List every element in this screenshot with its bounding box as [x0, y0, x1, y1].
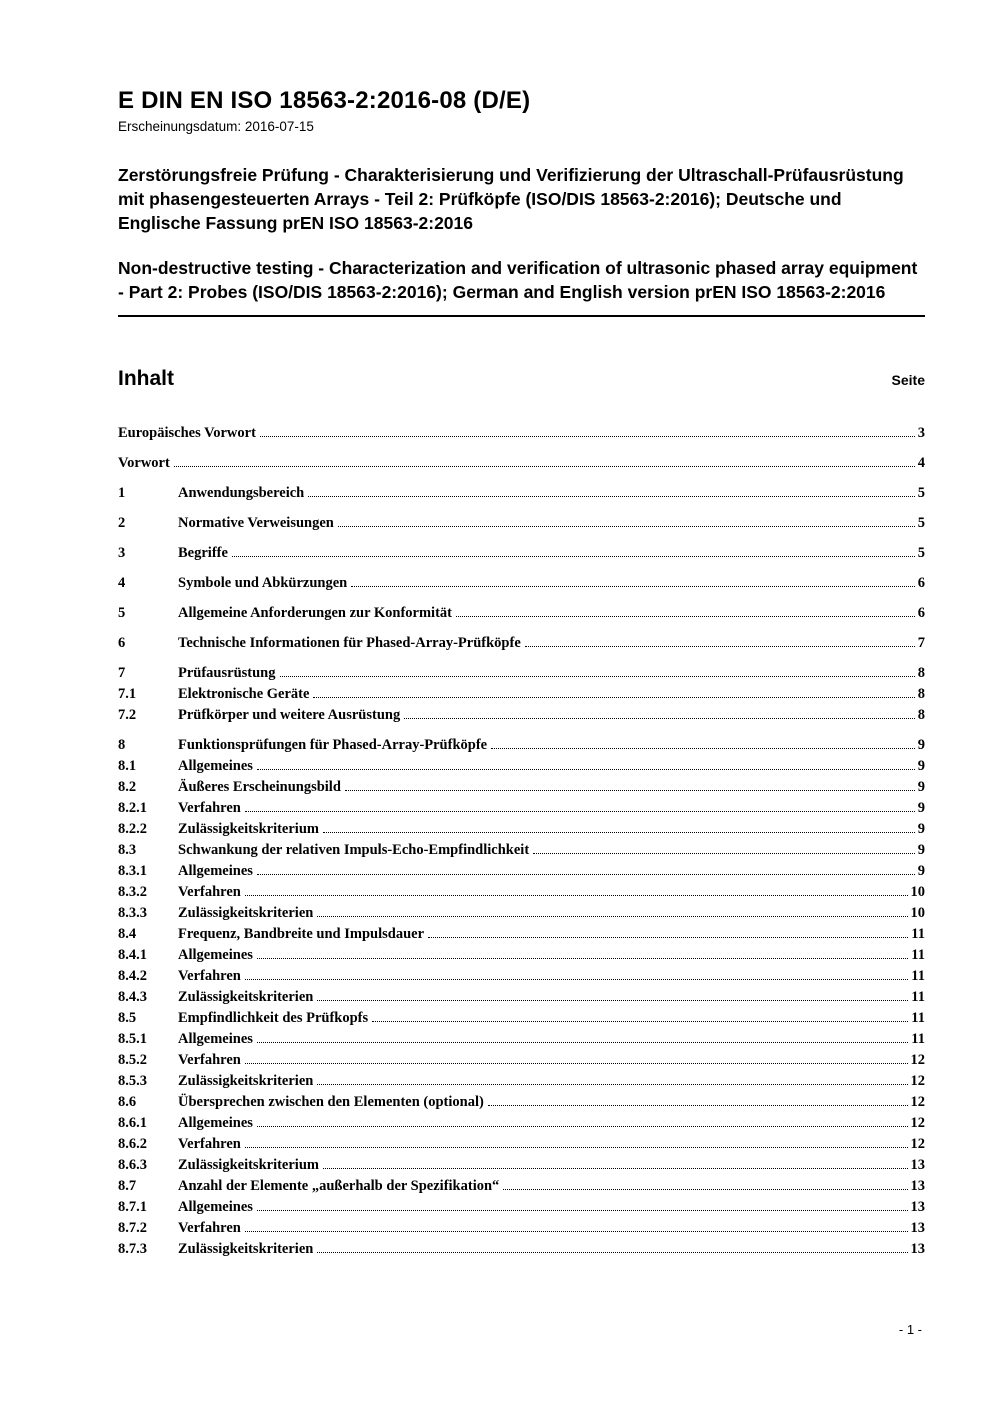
toc-dotted-leader: [280, 676, 915, 677]
toc-entry-number: 8.6: [118, 1093, 137, 1110]
toc-entry-page: 13: [910, 1219, 925, 1236]
toc-entry: [118, 1176, 925, 1197]
toc-entry-label: Zulässigkeitskriterien: [178, 988, 314, 1005]
toc-entry-label: Funktionsprüfungen für Phased-Array-Prüfköpfe: [178, 736, 488, 753]
toc-page-column-label: Seite: [891, 371, 925, 388]
toc-entry: [118, 1050, 925, 1071]
toc-entry: [118, 453, 925, 474]
publish-date: Erscheinungsdatum: 2016-07-15: [118, 119, 314, 135]
toc-entry: [118, 966, 925, 987]
toc-entry-label: Europäisches Vorwort: [118, 424, 256, 441]
toc-entry-page: 11: [911, 967, 925, 984]
toc-entry-page: 10: [910, 883, 925, 900]
toc-entry-page: 8: [917, 685, 925, 702]
toc-entry-number: 8.4: [118, 925, 137, 942]
toc-entry: [118, 861, 925, 882]
toc-entry-label: Allgemeines: [178, 1198, 253, 1215]
toc-entry: [118, 756, 925, 777]
toc-entry-number: 8.2: [118, 778, 137, 795]
toc-entry-number: 8.4.1: [118, 946, 147, 963]
toc-entry-page: 9: [917, 841, 925, 858]
toc-entry-label: Zulässigkeitskriterium: [178, 820, 319, 837]
toc-entry-number: 4: [118, 574, 126, 591]
toc-dotted-leader: [428, 937, 908, 938]
toc-entry-number: 8.6.1: [118, 1114, 147, 1131]
toc-dotted-leader: [317, 916, 907, 917]
toc-entry-label: Verfahren: [178, 967, 241, 984]
toc-entry: [118, 705, 925, 726]
toc-entry: [118, 684, 925, 705]
toc-dotted-leader: [456, 616, 915, 617]
toc-entry-number: 8.4.3: [118, 988, 147, 1005]
toc-entry-label: Allgemeines: [178, 757, 253, 774]
toc-dotted-leader: [260, 436, 915, 437]
toc-dotted-leader: [245, 1231, 908, 1232]
toc-entry-page: 9: [917, 778, 925, 795]
toc-entry-number: 1: [118, 484, 126, 501]
toc-entry-label: Anzahl der Elemente „außerhalb der Spezifikation“: [178, 1177, 500, 1194]
toc-entry-label: Prüfkörper und weitere Ausrüstung: [178, 706, 401, 723]
toc-entry: [118, 573, 925, 594]
toc-entry-number: 2: [118, 514, 126, 531]
toc-entry-label: Zulässigkeitskriterien: [178, 1240, 314, 1257]
toc-dotted-leader: [404, 718, 915, 719]
toc-entry-page: 11: [911, 925, 925, 942]
toc-dotted-leader: [491, 748, 915, 749]
toc-entry-label: Verfahren: [178, 1219, 241, 1236]
toc-entry-page: 13: [910, 1156, 925, 1173]
toc-entry: [118, 1008, 925, 1029]
toc-entry-number: 8.7.1: [118, 1198, 147, 1215]
toc-entry: [118, 603, 925, 624]
toc-entry-page: 12: [910, 1072, 925, 1089]
toc-entry: [118, 663, 925, 684]
toc-dotted-leader: [488, 1105, 908, 1106]
toc-entry-page: 9: [917, 736, 925, 753]
toc-entry: [118, 840, 925, 861]
toc-entry-number: 8.1: [118, 757, 137, 774]
toc-dotted-leader: [245, 895, 908, 896]
toc-entry: [118, 945, 925, 966]
toc-entry-label: Frequenz, Bandbreite und Impulsdauer: [178, 925, 425, 942]
toc-entry-page: 12: [910, 1093, 925, 1110]
toc-entry: [118, 1218, 925, 1239]
document-subtitle-english: Non-destructive testing - Characterization and verification of ultrasonic phased array equipment - Part 2: Probes (ISO/DIS 18563-2:2016); German and English version prEN ISO 18563-2:2016: [118, 257, 925, 316]
toc-dotted-leader: [257, 769, 915, 770]
document-title: E DIN EN ISO 18563-2:2016-08 (D/E): [118, 87, 531, 114]
toc-dotted-leader: [257, 1126, 908, 1127]
toc-entry: [118, 987, 925, 1008]
toc-dotted-leader: [257, 958, 908, 959]
toc-entry-number: 8.5: [118, 1009, 137, 1026]
toc-entry-number: 8.2.1: [118, 799, 147, 816]
toc-entry-label: Zulässigkeitskriterium: [178, 1156, 319, 1173]
toc-entry: [118, 1155, 925, 1176]
toc-entry-label: Allgemeines: [178, 1030, 253, 1047]
toc-entry-label: Schwankung der relativen Impuls-Echo-Empfindlichkeit: [178, 841, 530, 858]
toc-entry: [118, 483, 925, 504]
toc-entry-page: 4: [917, 454, 925, 471]
toc-entry-label: Empfindlichkeit des Prüfkopfs: [178, 1009, 369, 1026]
toc-dotted-leader: [245, 1147, 908, 1148]
toc-entry-label: Allgemeines: [178, 946, 253, 963]
toc-entry-page: 12: [910, 1114, 925, 1131]
toc-entry-label: Zulässigkeitskriterien: [178, 1072, 314, 1089]
toc-dotted-leader: [503, 1189, 907, 1190]
toc-entry-label: Symbole und Abkürzungen: [178, 574, 348, 591]
toc-entry-page: 12: [910, 1135, 925, 1152]
toc-entry-label: Anwendungsbereich: [178, 484, 305, 501]
toc-entry-number: 8.6.2: [118, 1135, 147, 1152]
toc-entry-label: Verfahren: [178, 883, 241, 900]
toc-dotted-leader: [345, 790, 915, 791]
toc-entry: [118, 1029, 925, 1050]
toc-entry-page: 10: [910, 904, 925, 921]
toc-list: [118, 423, 925, 1260]
toc-entry: [118, 1113, 925, 1134]
toc-entry: [118, 819, 925, 840]
toc-entry-label: Normative Verweisungen: [178, 514, 334, 531]
toc-entry: [118, 924, 925, 945]
toc-entry-page: 9: [917, 799, 925, 816]
toc-entry: [118, 513, 925, 534]
toc-entry: [118, 423, 925, 444]
toc-dotted-leader: [313, 697, 914, 698]
toc-dotted-leader: [257, 874, 915, 875]
toc-entry-number: 8.7: [118, 1177, 137, 1194]
toc-entry-number: 7.1: [118, 685, 137, 702]
toc-entry-label: Elektronische Geräte: [178, 685, 310, 702]
toc-dotted-leader: [257, 1210, 908, 1211]
toc-entry-number: 3: [118, 544, 126, 561]
toc-dotted-leader: [351, 586, 915, 587]
toc-entry-page: 9: [917, 862, 925, 879]
toc-dotted-leader: [317, 1252, 907, 1253]
toc-dotted-leader: [245, 811, 915, 812]
toc-entry-number: 8.5.2: [118, 1051, 147, 1068]
toc-entry-number: 8.3.3: [118, 904, 147, 921]
toc-entry-label: Zulässigkeitskriterien: [178, 904, 314, 921]
toc-entry-label: Allgemeines: [178, 1114, 253, 1131]
toc-entry-number: 8.7.2: [118, 1219, 147, 1236]
toc-entry-page: 11: [911, 1009, 925, 1026]
toc-entry: [118, 735, 925, 756]
toc-entry-number: 8.5.3: [118, 1072, 147, 1089]
toc-entry-page: 8: [917, 706, 925, 723]
toc-entry-page: 12: [910, 1051, 925, 1068]
toc-entry-number: 7.2: [118, 706, 137, 723]
footer-page-number: - 1 -: [898, 1322, 922, 1337]
toc-entry-number: 8.3: [118, 841, 137, 858]
toc-entry: [118, 1197, 925, 1218]
toc-dotted-leader: [308, 496, 915, 497]
toc-entry-label: Verfahren: [178, 799, 241, 816]
toc-dotted-leader: [533, 853, 915, 854]
toc-entry-page: 9: [917, 757, 925, 774]
toc-entry: [118, 543, 925, 564]
toc-entry-number: 8.3.2: [118, 883, 147, 900]
document-subtitle-german: Zerstörungsfreie Prüfung - Charakterisierung und Verifizierung der Ultraschall-Prüfausrüstung mit phasengesteuerten Arrays - Teil 2: Prüfköpfe (ISO/DIS 18563-2:2016); Deutsche und Englische Fassung prEN ISO 18563-2:2016: [118, 165, 904, 233]
toc-entry: [118, 777, 925, 798]
toc-dotted-leader: [232, 556, 915, 557]
toc-entry-number: 8.4.2: [118, 967, 147, 984]
toc-entry-page: 13: [910, 1177, 925, 1194]
toc-entry-number: 7: [118, 664, 126, 681]
toc-entry: [118, 1071, 925, 1092]
toc-entry-label: Vorwort: [118, 454, 170, 471]
toc-entry-number: 8.2.2: [118, 820, 147, 837]
toc-dotted-leader: [245, 1063, 908, 1064]
toc-entry-page: 8: [917, 664, 925, 681]
toc-dotted-leader: [323, 1168, 908, 1169]
toc-entry-label: Äußeres Erscheinungsbild: [178, 778, 341, 795]
toc-entry-page: 13: [910, 1198, 925, 1215]
toc-dotted-leader: [257, 1042, 908, 1043]
toc-entry-page: 11: [911, 1030, 925, 1047]
toc-entry-number: 8: [118, 736, 126, 753]
toc-entry-label: Begriffe: [178, 544, 228, 561]
toc-heading: Inhalt: [118, 366, 174, 390]
toc-entry-page: 5: [917, 544, 925, 561]
toc-entry-page: 3: [917, 424, 925, 441]
toc-entry-page: 11: [911, 946, 925, 963]
toc-entry-number: 8.6.3: [118, 1156, 147, 1173]
toc-entry-label: Verfahren: [178, 1135, 241, 1152]
toc-entry-number: 5: [118, 604, 126, 621]
toc-entry-label: Übersprechen zwischen den Elementen (optional): [178, 1093, 484, 1110]
toc-entry-page: 13: [910, 1240, 925, 1257]
toc-entry-label: Allgemeine Anforderungen zur Konformität: [178, 604, 452, 621]
toc-entry-label: Prüfausrüstung: [178, 664, 276, 681]
toc-entry: [118, 1239, 925, 1260]
toc-entry-number: 8.3.1: [118, 862, 147, 879]
toc-entry-page: 6: [917, 574, 925, 591]
toc-dotted-leader: [245, 979, 908, 980]
toc-entry: [118, 1092, 925, 1113]
toc-header: [118, 367, 925, 391]
toc-entry-page: 5: [917, 514, 925, 531]
toc-dotted-leader: [323, 832, 915, 833]
toc-dotted-leader: [317, 1084, 907, 1085]
toc-entry-page: 6: [917, 604, 925, 621]
toc-dotted-leader: [317, 1000, 908, 1001]
toc-entry-page: 9: [917, 820, 925, 837]
toc-entry: [118, 798, 925, 819]
toc-dotted-leader: [525, 646, 915, 647]
toc-entry-page: 5: [917, 484, 925, 501]
toc-entry-number: 6: [118, 634, 126, 651]
toc-entry: [118, 1134, 925, 1155]
toc-dotted-leader: [174, 466, 915, 467]
toc-entry-number: 8.5.1: [118, 1030, 147, 1047]
toc-entry-page: 7: [917, 634, 925, 651]
toc-entry-label: Allgemeines: [178, 862, 253, 879]
toc-entry-number: 8.7.3: [118, 1240, 147, 1257]
toc-dotted-leader: [338, 526, 915, 527]
toc-entry: [118, 882, 925, 903]
toc-entry-label: Verfahren: [178, 1051, 241, 1068]
toc-entry: [118, 903, 925, 924]
toc-entry-page: 11: [911, 988, 925, 1005]
toc-dotted-leader: [372, 1021, 908, 1022]
toc-entry: [118, 633, 925, 654]
toc-entry-label: Technische Informationen für Phased-Array-Prüfköpfe: [178, 634, 521, 651]
